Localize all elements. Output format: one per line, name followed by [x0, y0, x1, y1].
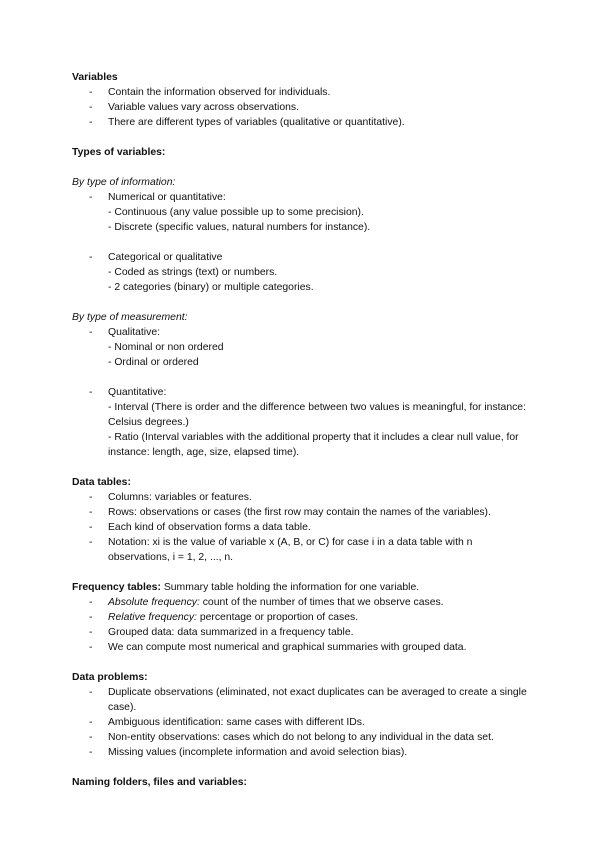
- list-item: - Missing values (incomplete information and avoid selection bias).: [89, 747, 408, 758]
- section-variables: [72, 70, 532, 130]
- list-item: - Relative frequency: percentage or proportion of cases.: [89, 612, 359, 623]
- frequency-intro: Frequency tables: Summary table holding the information for one variable.: [72, 582, 420, 593]
- list-item: - Grouped data: data summarized in a frequency table.: [89, 627, 354, 638]
- section-data-tables: [72, 475, 532, 565]
- section-heading: Naming folders, files and variables:: [72, 777, 247, 788]
- section-data-problems: [72, 670, 532, 760]
- list-item: - There are different types of variables (qualitative or quantitative).: [89, 117, 405, 128]
- section-heading: Types of variables:: [72, 147, 166, 158]
- list-item: - Rows: observations or cases (the first row may contain the names of the variables).: [89, 507, 491, 518]
- bullet-list: [72, 385, 532, 460]
- list-item: - Variable values vary across observations.: [89, 102, 299, 113]
- list-item: - Quantitative: - Interval (There is order and the difference between two values is meaningful, for instance: Celsius degrees.) - Ratio (Interval variables with the additional property that it includes a clear null value, for instance: length, age, size, elapsed time).: [89, 387, 526, 458]
- list-item: - We can compute most numerical and graphical summaries with grouped data.: [89, 642, 467, 653]
- list-item: - Contain the information observed for individuals.: [89, 87, 331, 98]
- section-naming: [72, 775, 532, 790]
- list-item: - Absolute frequency: count of the number of times that we observe cases.: [89, 597, 444, 608]
- bullet-list: [72, 490, 532, 565]
- bullet-list: [72, 190, 532, 235]
- section-heading: Data problems:: [72, 672, 148, 683]
- bullet-list: [72, 325, 532, 370]
- list-item: - Notation: xi is the value of variable x (A, B, or C) for case i in a data table with n observations, i = 1, 2, ..., n.: [89, 537, 473, 563]
- section-heading: Variables: [72, 72, 118, 83]
- subheading-information: By type of information:: [72, 177, 176, 188]
- list-item: - Each kind of observation forms a data table.: [89, 522, 311, 533]
- section-frequency: [72, 580, 532, 655]
- list-item: - Ambiguous identification: same cases with different IDs.: [89, 717, 365, 728]
- subheading-measurement: By type of measurement:: [72, 312, 188, 323]
- list-item: - Numerical or quantitative: - Continuous (any value possible up to some precision). - Discrete (specific values, natural numbers for instance).: [89, 192, 371, 233]
- section-types: [72, 145, 532, 460]
- bullet-list: [72, 85, 532, 130]
- list-item: - Qualitative: - Nominal or non ordered - Ordinal or ordered: [89, 327, 224, 368]
- bullet-list: [72, 250, 532, 295]
- list-item: - Non-entity observations: cases which do not belong to any individual in the data set.: [89, 732, 494, 743]
- section-heading: Data tables:: [72, 477, 131, 488]
- bullet-list: [72, 685, 532, 760]
- list-item: - Duplicate observations (eliminated, not exact duplicates can be averaged to create a single case).: [89, 687, 527, 713]
- bullet-list: [72, 595, 532, 655]
- section-heading: Frequency tables:: [72, 582, 161, 593]
- document-content: [72, 70, 532, 805]
- list-item: - Columns: variables or features.: [89, 492, 252, 503]
- list-item: - Categorical or qualitative - Coded as strings (text) or numbers. - 2 categories (binary) or multiple categories.: [89, 252, 314, 293]
